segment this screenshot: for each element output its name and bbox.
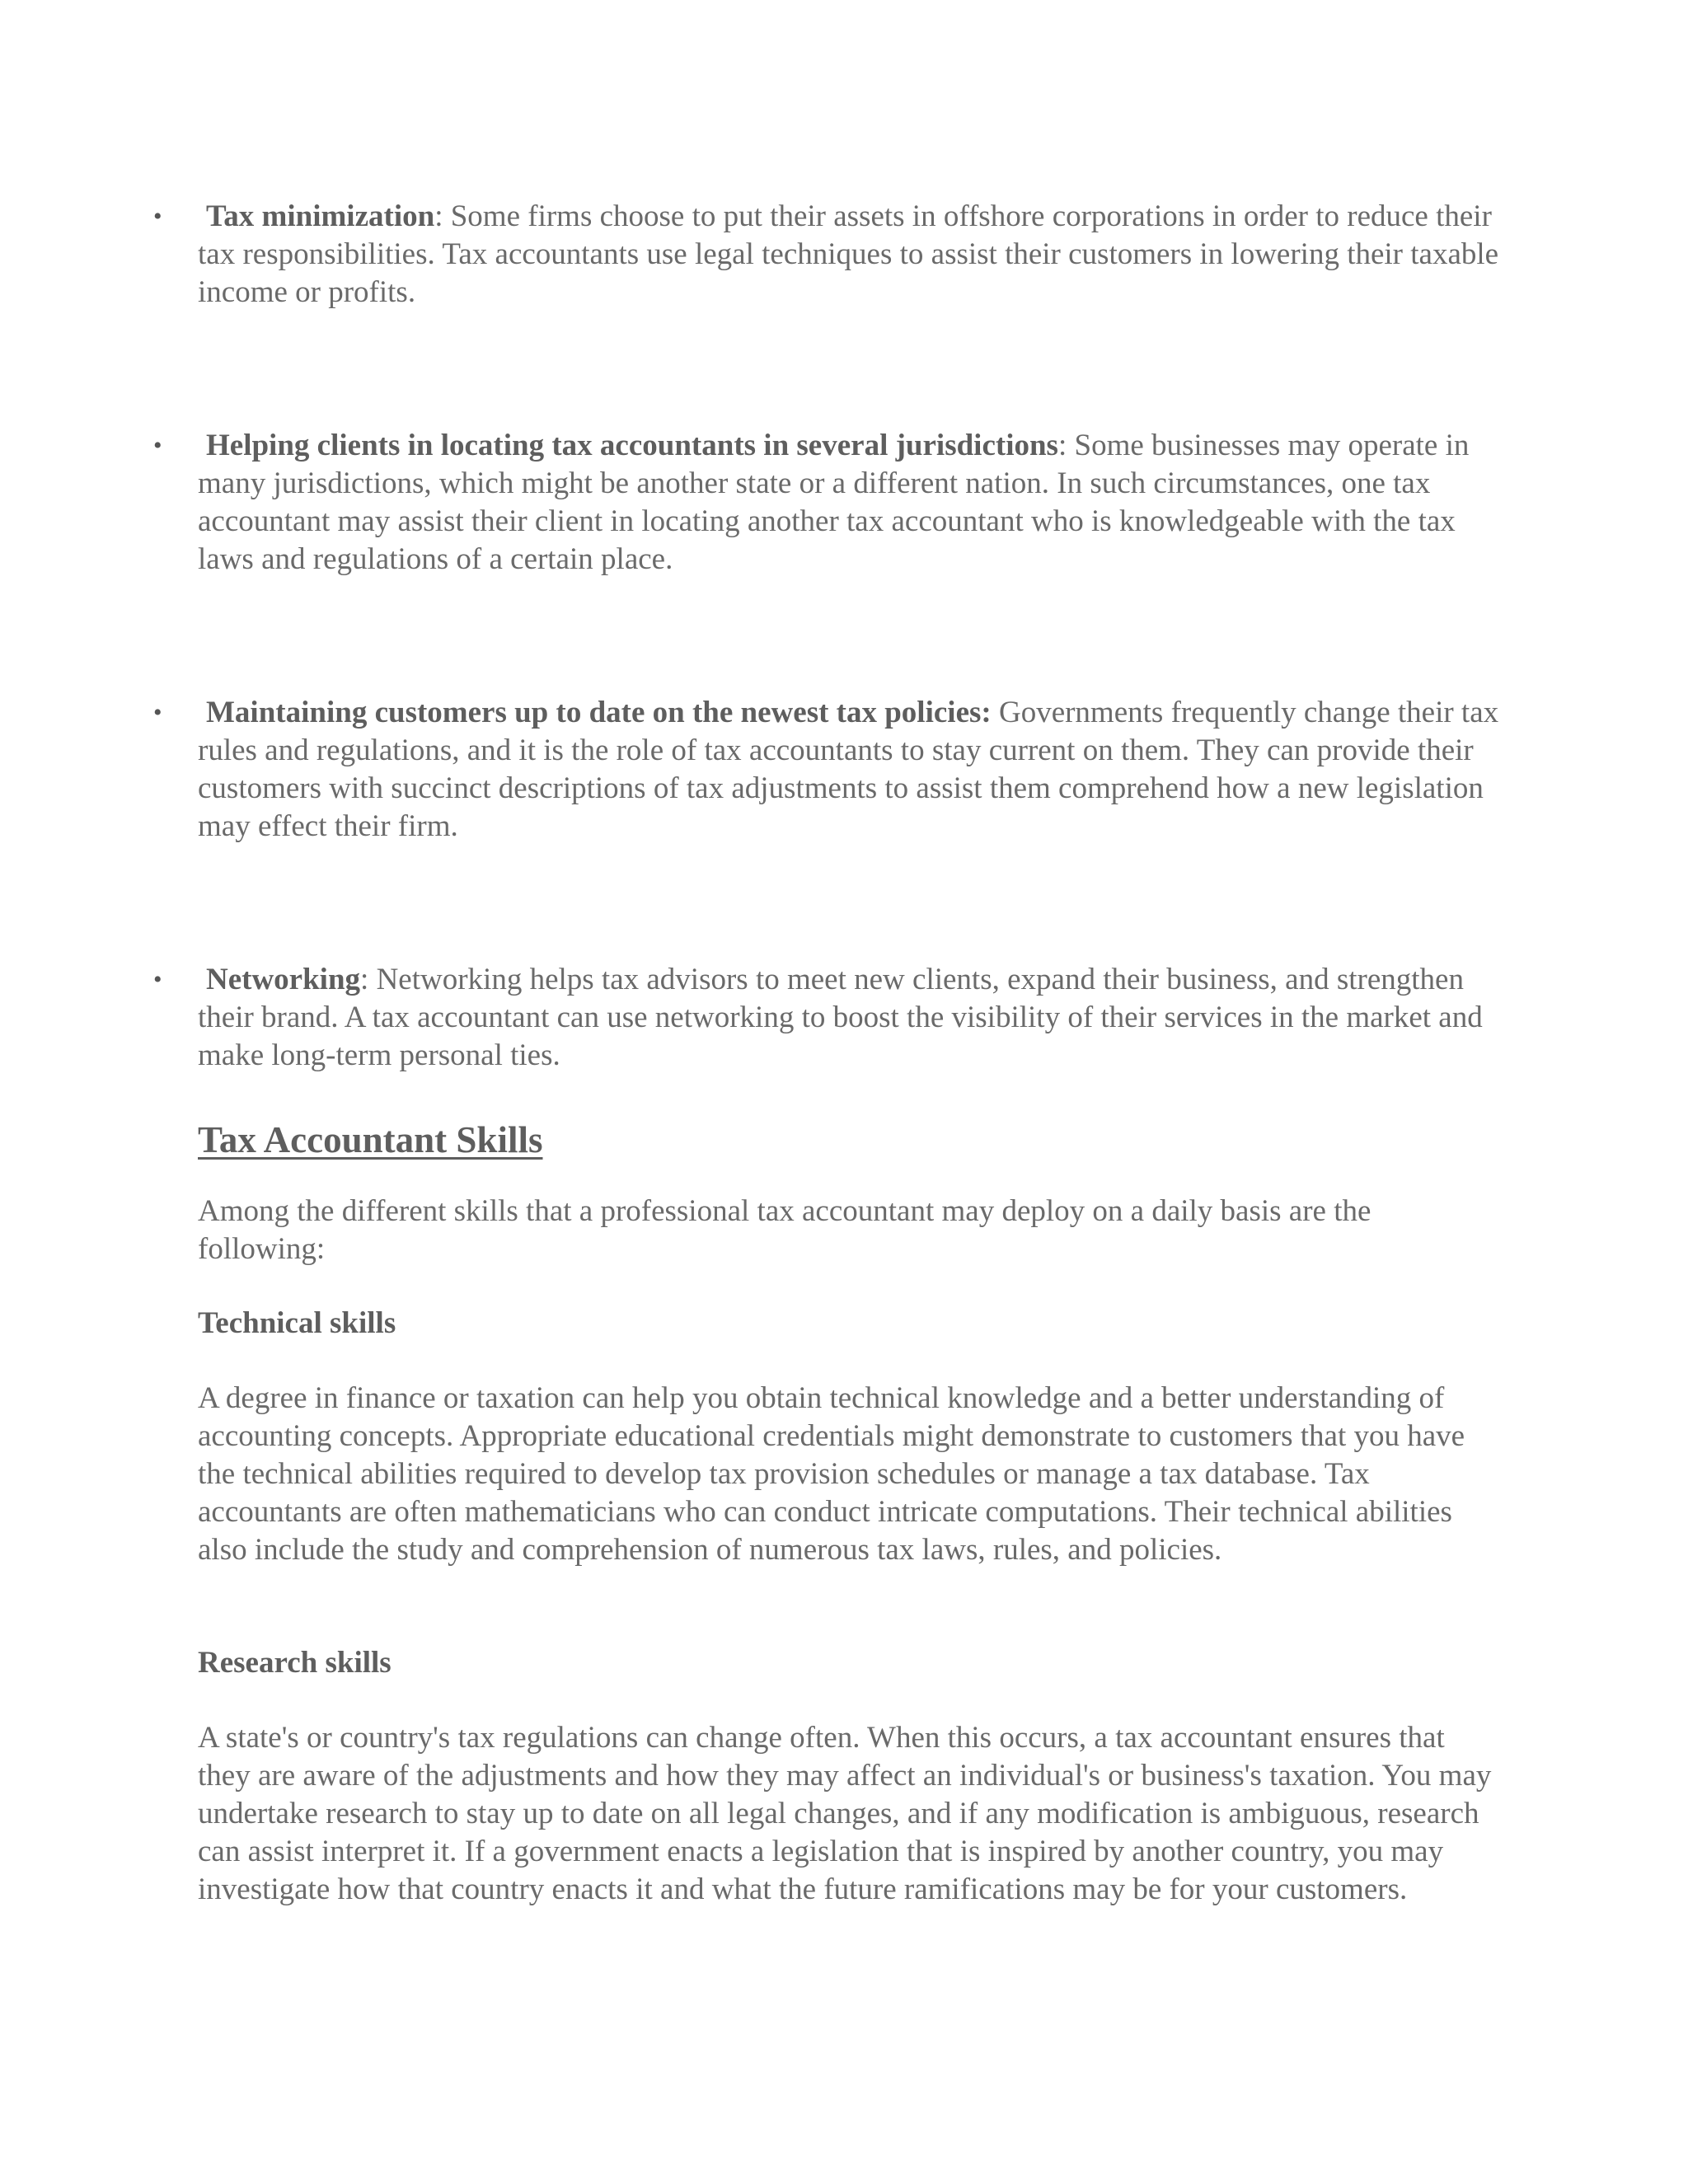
skill-paragraph-research: A state's or country's tax regulations can change often. When this occurs, a tax accountant ensures that they are aware of the adjustments and how they may affect an individual's or business's taxation. You may undertake research to stay up to date on all legal changes, and if any modification is ambiguous, research can assist interpret it. If a government enacts a legislation that is inspired by another country, you may investigate how that country enacts it and what the future ramifications may be for your customers.	[198, 1721, 1492, 1906]
bullet-separator: :	[360, 963, 369, 996]
bullet-separator: :	[1057, 429, 1067, 462]
bullet-body: Governments frequently change their tax rules and regulations, and it is the role of tax accountants to stay current on them. They can provide their customers with succinct descriptions of tax adjustments to assist them comprehend how a new legislation may effect their firm.	[198, 696, 1499, 843]
section-heading: Tax Accountant Skills	[198, 1119, 543, 1160]
bullet-item-tax-minimization	[153, 198, 1500, 312]
skill-heading-technical: Technical skills	[198, 1306, 396, 1340]
bullet-separator: :	[434, 199, 443, 233]
bullet-body: Some businesses may operate in many jurisdictions, which might be another state or a different nation. In such circumstances, one tax accountant may assist their client in locating another tax accountant who is knowledgeable with the tax laws and regulations of a certain place.	[198, 429, 1470, 576]
bullet-icon: •	[153, 966, 162, 993]
bullet-title: Networking	[206, 963, 361, 996]
bullet-title: Tax minimization	[206, 199, 435, 233]
bullet-item-jurisdictions	[153, 427, 1500, 579]
bullet-title: Helping clients in locating tax accountants in several jurisdictions	[206, 429, 1058, 462]
bullet-title: Maintaining customers up to date on the newest tax policies:	[206, 696, 992, 729]
bullet-icon: •	[153, 203, 162, 230]
bullet-icon: •	[153, 699, 162, 726]
skill-heading-research: Research skills	[198, 1646, 392, 1680]
bullet-item-networking	[153, 961, 1500, 1075]
bullet-body: Some firms choose to put their assets in offshore corporations in order to reduce their tax responsibilities. Tax accountants use legal techniques to assist their customers in lowering their taxable income or profits.	[198, 199, 1499, 309]
bullet-item-tax-policies	[153, 694, 1500, 846]
bullet-icon: •	[153, 432, 162, 459]
skill-paragraph-technical: A degree in finance or taxation can help you obtain technical knowledge and a better understanding of accounting concepts. Appropriate educational credentials might demonstrate to customers that you have the technical abilities required to develop tax provision schedules or manage a tax database. Tax accountants are often mathematicians who can conduct intricate computations. Their technical abilities also include the study and comprehension of numerous tax laws, rules, and policies.	[198, 1381, 1465, 1567]
bullet-body: Networking helps tax advisors to meet new clients, expand their business, and strengthen their brand. A tax accountant can use networking to boost the visibility of their services in the market and make long-term personal ties.	[198, 963, 1483, 1072]
section-intro-paragraph: Among the different skills that a professional tax accountant may deploy on a daily basis are the following:	[198, 1194, 1372, 1266]
